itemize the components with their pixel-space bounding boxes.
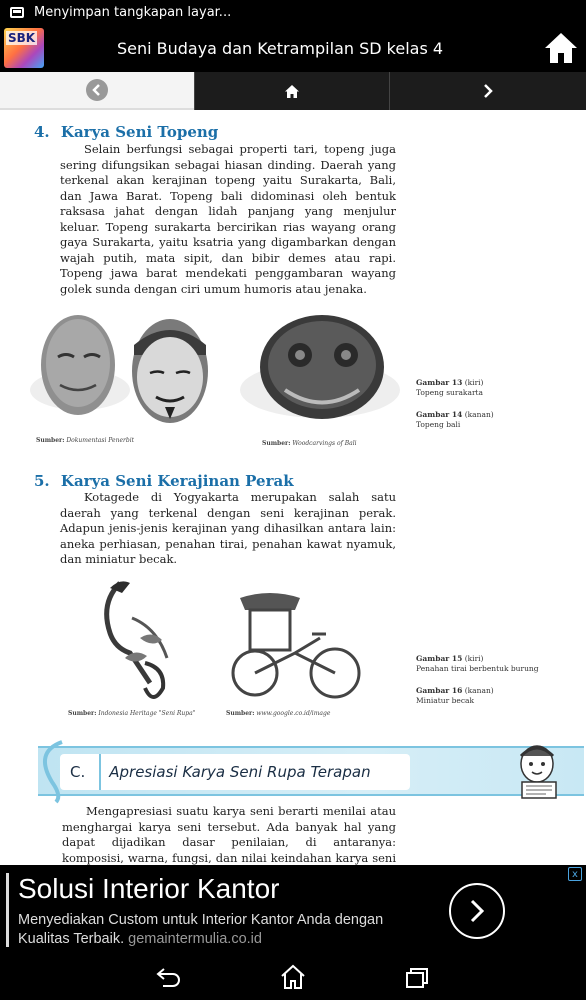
app-title: Seni Budaya dan Ketrampilan SD kelas 4 [116,38,444,58]
caption-text: Penahan tirai berbentuk burung [416,664,539,673]
screenshot-icon [10,7,24,18]
section-number: 5. [34,472,50,490]
caption-label: Gambar 14 [416,410,463,419]
chevron-right-icon [468,898,486,924]
section-letter: C. [60,754,101,790]
source-label: Sumber: [262,440,291,447]
chevron-left-icon [86,79,108,101]
ad-description [18,911,428,949]
app-logo [4,28,44,68]
section-title-box [60,754,410,790]
ad-banner[interactable] [0,865,586,955]
section-paragraph [60,142,396,297]
image-source [262,440,357,447]
section-title: Apresiasi Karya Seni Rupa Terapan [109,763,371,781]
section-heading [34,123,218,141]
app-bar [0,24,586,72]
back-icon [155,965,183,989]
silver-crafts-image [80,568,370,708]
source-text: www.google.co.id/image [256,710,331,717]
paragraph-text: Mengapresiasi suatu karya seni berarti menilai atau menghargai karya seni tersebut. Ada banyak hal yang dapat dijadikan dasar penilaian, di antaranya: komposisi, warna, fungsi, dan nilai keindahan karya seni [62,804,396,865]
home-icon [279,964,307,990]
mask-figure [30,315,400,440]
page-nav-bar [0,72,586,110]
section-title: Karya Seni Kerajinan Perak [60,472,294,490]
caption-position: (kanan) [464,686,494,695]
home-icon [285,85,299,98]
ad-title[interactable]: Solusi Interior Kantor [18,873,280,904]
system-nav-bar [0,955,586,1000]
image-source [226,710,330,717]
section-heading [34,472,294,490]
source-text: Indonesia Heritage "Seni Rupa" [98,710,196,717]
source-text: Woodcarvings of Bali [292,440,357,447]
caption-text: Topeng surakarta [416,388,484,397]
silver-figure [80,568,370,708]
chevron-right-icon [483,84,493,98]
paragraph-text: Kotagede di Yogyakarta merupakan salah satu daerah yang terkenal dengan seni kerajinan perak. Adapun jenis-jenis kerajinan yang dihasilkan antara lain: aneka perhiasan, penahan tirai, penahan kawat nyamuk, dan miniatur becak. [60,490,396,566]
caption-label: Gambar 15 [416,654,463,663]
image-source [68,710,195,717]
source-label: Sumber: [226,710,255,717]
source-text: Dokumentasi Penerbit [66,437,135,444]
ad-open-button[interactable] [449,883,505,939]
image-source [36,437,134,444]
caption-position: (kanan) [464,410,494,419]
source-label: Sumber: [68,710,97,717]
ad-accent-bar [6,873,9,947]
paragraph-text: Selain berfungsi sebagai properti tari, topeng juga sering difungsikan sebagai hiasan dinding. Daerah yang terkenal akan kerajinan topeng yaitu Surakarta, Bali, dan Jawa Barat. Topeng bali didominasi oleh bentuk raksasa jahat dengan lidah panjang yang menjulur keluar. Topeng surakarta bercirikan rias wayang orang gaya Surakarta, yaitu ksatria yang digambarkan dengan wajah putih, mata sipit, dan bibir demes atau rapi. Topeng jawa barat mendekati penggambaran wayang golek sunda dengan ciri umum humoris atau jenaka. [60,142,396,296]
ad-choices-close-button[interactable]: x [568,867,582,881]
status-bar [0,0,586,24]
ad-description-text: Menyediakan Custom untuk Interior Kantor Anda dengan Kualitas Terbaik. [18,912,384,947]
next-page-button[interactable] [390,72,586,110]
figure-caption [416,410,581,430]
figure-caption [416,686,581,706]
section-paragraph [60,490,396,568]
back-button[interactable] [154,963,184,991]
source-label: Sumber: [36,437,65,444]
status-text: Menyimpan tangkapan layar... [34,4,232,20]
topeng-masks-image [30,315,400,440]
section-title: Karya Seni Topeng [60,123,219,141]
caption-text: Miniatur becak [416,696,475,705]
recent-apps-button[interactable] [402,963,432,991]
previous-page-button[interactable] [0,72,194,110]
figure-caption [416,654,581,674]
home-icon [543,31,579,65]
figure-caption [416,378,581,398]
system-home-button[interactable] [278,963,308,991]
caption-label: Gambar 13 [416,378,463,387]
home-button[interactable] [536,24,586,72]
app-logo-text: SBK [8,31,36,45]
caption-position: (kiri) [464,654,484,663]
caption-label: Gambar 16 [416,686,463,695]
ad-domain: gemaintermulia.co.id [128,931,262,947]
book-page[interactable] [0,110,586,865]
student-illustration [502,740,572,800]
caption-text: Topeng bali [416,420,461,429]
caption-position: (kiri) [464,378,484,387]
closing-paragraph [62,804,396,865]
section-number: 4. [34,123,50,141]
nav-home-button[interactable] [194,72,390,110]
recent-apps-icon [403,965,431,989]
